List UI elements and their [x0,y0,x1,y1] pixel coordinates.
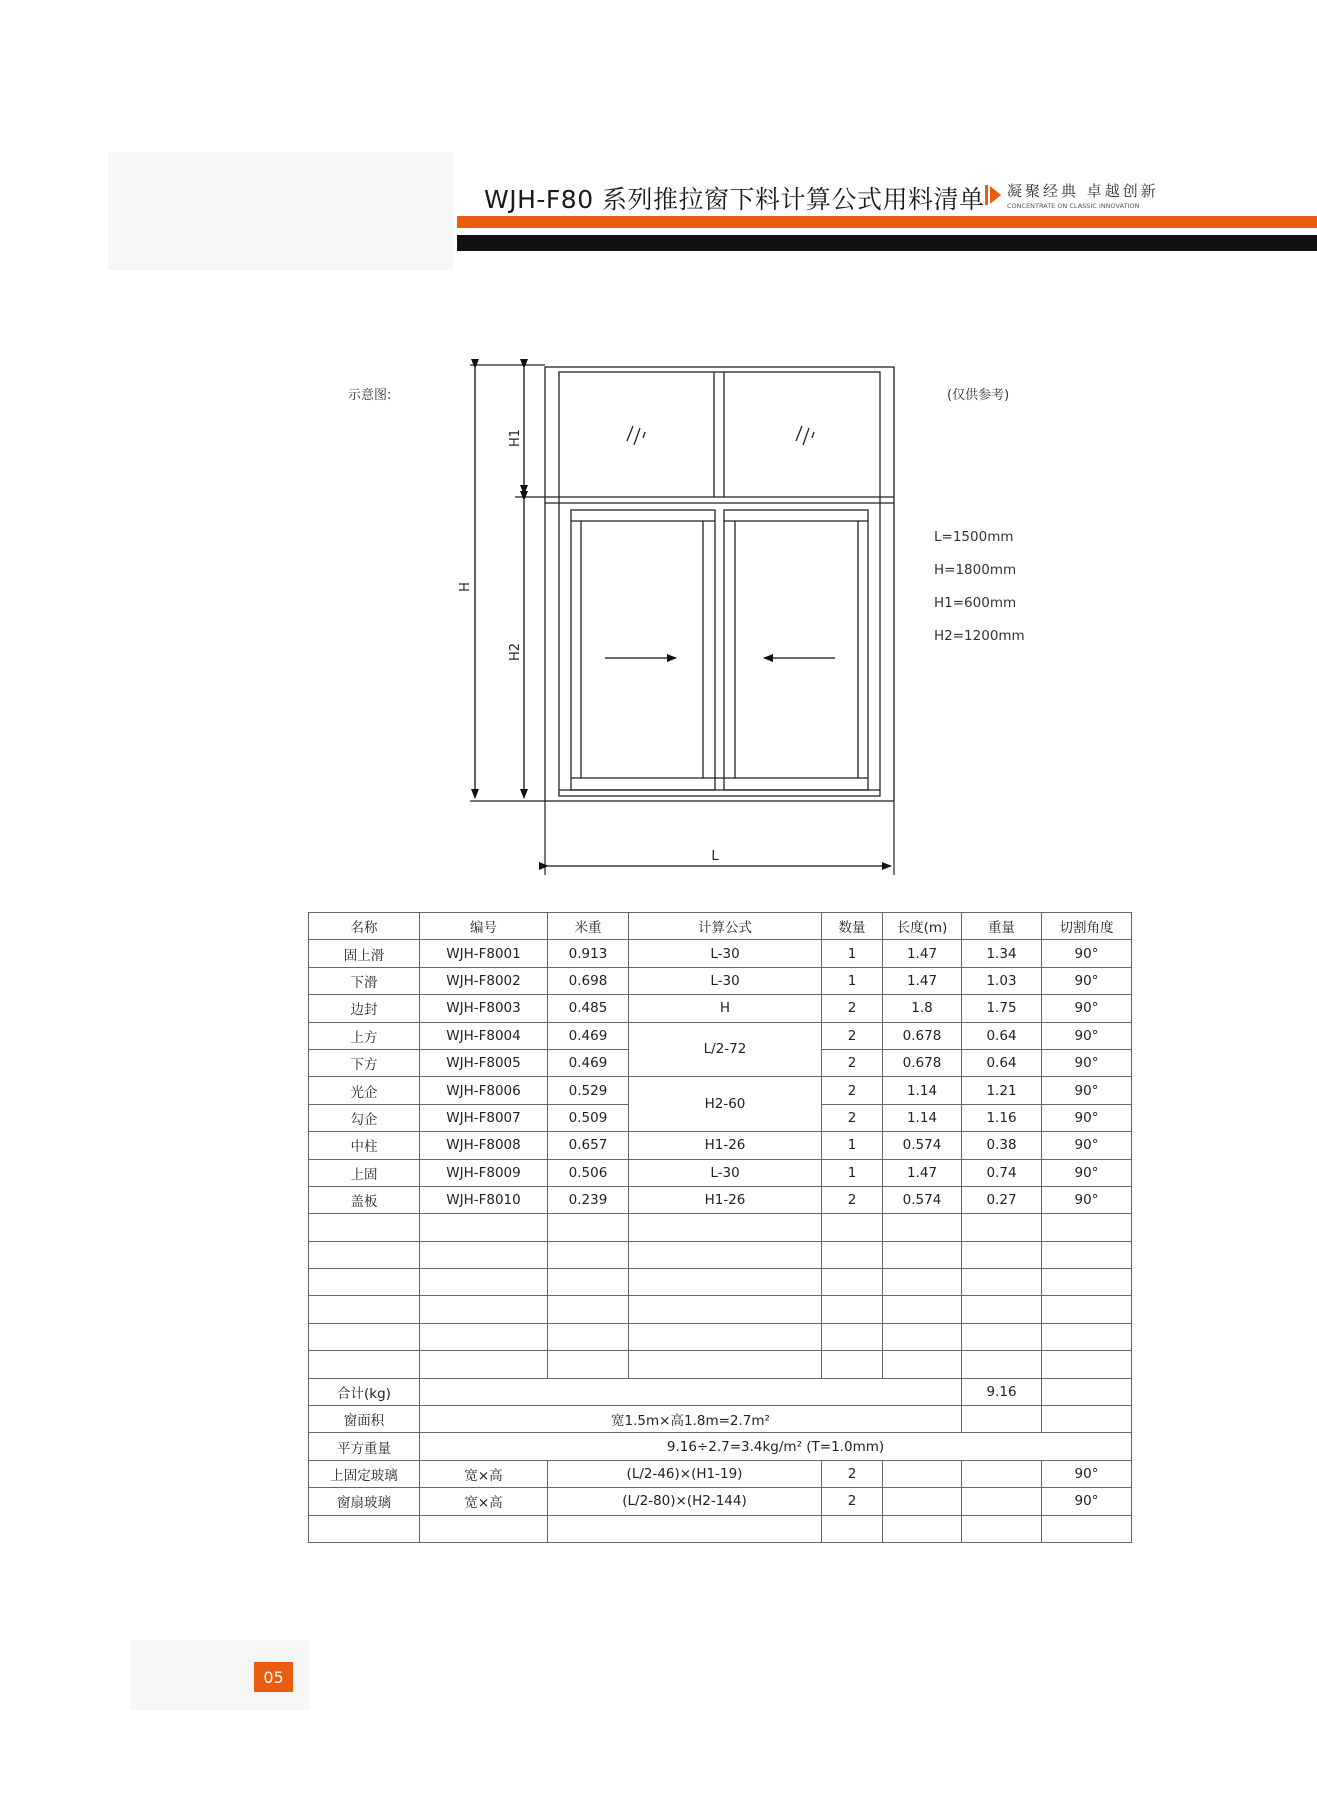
cell-unit-weight: 0.657 [548,1132,629,1159]
page-title: WJH-F80 系列推拉窗下料计算公式用料清单 [484,185,985,214]
table-row [309,1132,1132,1159]
total-value: 9.16 [962,1378,1042,1405]
cell-code: WJH-F8002 [420,967,548,994]
glass-dims: 宽×高 [420,1460,548,1487]
cell-qty: 1 [822,967,883,994]
table-row-empty [309,1296,1132,1323]
cell-length: 1.47 [883,1159,962,1186]
cell-formula: H1-26 [629,1132,822,1159]
table-row [309,940,1132,967]
total-row [309,1378,1132,1405]
right-sash [724,510,868,790]
cell-unit-weight: 0.506 [548,1159,629,1186]
cell-unit-weight: 0.469 [548,1022,629,1049]
cell-code: WJH-F8010 [420,1186,548,1213]
table-row [309,1159,1132,1186]
header-formula: 计算公式 [629,913,822,940]
table-row-empty [309,1515,1132,1542]
cell-code: WJH-F8005 [420,1049,548,1076]
glass-mark-left [627,426,645,445]
dim-label-H2: H2 [508,642,523,662]
brand-slogan-en: CONCENTRATE ON CLASSIC INNOVATION [1007,202,1140,210]
cell-name: 上方 [309,1022,420,1049]
cell-formula: L-30 [629,967,822,994]
cell-qty: 2 [822,995,883,1022]
header-length: 长度(m) [883,913,962,940]
cell-angle: 90° [1042,1132,1132,1159]
glass-angle: 90° [1042,1488,1132,1515]
cell-weight: 1.34 [962,940,1042,967]
material-table [308,912,1132,1543]
dim-label-H: H [458,582,473,592]
glass-qty: 2 [822,1460,883,1487]
table-row-empty [309,1269,1132,1296]
total-label: 合计(kg) [309,1378,420,1405]
page-number: 05 [254,1662,293,1692]
cell-qty: 2 [822,1049,883,1076]
cell-qty: 1 [822,1159,883,1186]
cell-formula: L-30 [629,1159,822,1186]
cell-unit-weight: 0.913 [548,940,629,967]
cell-qty: 2 [822,1104,883,1131]
header-angle: 切割角度 [1042,913,1132,940]
spec-height-bottom: H2=1200mm [934,628,1025,644]
header-code: 编号 [420,913,548,940]
cell-angle: 90° [1042,1077,1132,1104]
cell-weight: 0.38 [962,1132,1042,1159]
cell-formula: L/2-72 [629,1022,822,1077]
cell-weight: 0.64 [962,1049,1042,1076]
cell-unit-weight: 0.529 [548,1077,629,1104]
cell-angle: 90° [1042,995,1132,1022]
glass-angle: 90° [1042,1460,1132,1487]
table-row-empty [309,1351,1132,1378]
table-row [309,995,1132,1022]
cell-weight: 1.03 [962,967,1042,994]
cell-angle: 90° [1042,967,1132,994]
cell-code: WJH-F8003 [420,995,548,1022]
cell-weight: 1.16 [962,1104,1042,1131]
glass-row [309,1488,1132,1515]
cell-unit-weight: 0.698 [548,967,629,994]
cell-name: 下方 [309,1049,420,1076]
dim-label-H1: H1 [508,428,523,448]
header-name: 名称 [309,913,420,940]
table-row [309,1022,1132,1049]
table-row-empty [309,1214,1132,1241]
cell-weight: 0.64 [962,1022,1042,1049]
cell-angle: 90° [1042,1159,1132,1186]
cell-length: 1.14 [883,1104,962,1131]
glass-formula: (L/2-80)×(H2-144) [548,1488,822,1515]
cell-qty: 2 [822,1077,883,1104]
cell-name: 下滑 [309,967,420,994]
cell-unit-weight: 0.469 [548,1049,629,1076]
table-row [309,967,1132,994]
spec-height: H=1800mm [934,562,1017,578]
spec-height-top: H1=600mm [934,595,1017,611]
cell-name: 中柱 [309,1132,420,1159]
cell-weight: 0.27 [962,1186,1042,1213]
cell-length: 0.574 [883,1132,962,1159]
spec-length: L=1500mm [934,529,1014,545]
left-sash [571,510,715,790]
brand-slogan: 凝聚经典 卓越创新 [1007,182,1159,200]
window-area-value: 宽1.5m×高1.8m=2.7m² [420,1406,962,1433]
cell-length: 0.678 [883,1049,962,1076]
header-qty: 数量 [822,913,883,940]
cell-angle: 90° [1042,1049,1132,1076]
cell-code: WJH-F8008 [420,1132,548,1159]
glass-mark-right [796,426,814,445]
window-area-row [309,1406,1132,1433]
cell-code: WJH-F8001 [420,940,548,967]
cell-length: 0.574 [883,1186,962,1213]
cell-name: 勾企 [309,1104,420,1131]
sqm-weight-row [309,1433,1132,1460]
glass-qty: 2 [822,1488,883,1515]
cell-code: WJH-F8004 [420,1022,548,1049]
reference-note: (仅供参考) [947,388,1010,403]
cell-name: 光企 [309,1077,420,1104]
cell-angle: 90° [1042,1186,1132,1213]
glass-formula: (L/2-46)×(H1-19) [548,1460,822,1487]
cell-code: WJH-F8006 [420,1077,548,1104]
window-area-label: 窗面积 [309,1406,420,1433]
sqm-weight-value: 9.16÷2.7=3.4kg/m² (T=1.0mm) [420,1433,1132,1460]
cell-formula: H1-26 [629,1186,822,1213]
cell-angle: 90° [1042,1104,1132,1131]
cell-length: 1.8 [883,995,962,1022]
glass-name: 窗扇玻璃 [309,1488,420,1515]
cell-code: WJH-F8007 [420,1104,548,1131]
table-row-empty [309,1241,1132,1268]
glass-name: 上固定玻璃 [309,1460,420,1487]
cell-unit-weight: 0.509 [548,1104,629,1131]
cell-name: 边封 [309,995,420,1022]
cell-qty: 2 [822,1022,883,1049]
window-inner-frame [559,372,880,796]
cell-formula: H [629,995,822,1022]
cell-angle: 90° [1042,940,1132,967]
table-row [309,1077,1132,1104]
cell-qty: 2 [822,1186,883,1213]
table-header-row [309,913,1132,940]
dim-label-L: L [711,849,719,864]
cell-length: 1.47 [883,967,962,994]
window-outer-frame [545,367,894,801]
diagram-label: 示意图: [348,388,392,403]
cell-formula: L-30 [629,940,822,967]
cell-length: 1.14 [883,1077,962,1104]
cell-unit-weight: 0.239 [548,1186,629,1213]
cell-code: WJH-F8009 [420,1159,548,1186]
cell-name: 固上滑 [309,940,420,967]
cell-name: 盖板 [309,1186,420,1213]
header-unit-weight: 米重 [548,913,629,940]
cell-weight: 1.21 [962,1077,1042,1104]
glass-dims: 宽×高 [420,1488,548,1515]
cell-unit-weight: 0.485 [548,995,629,1022]
cell-weight: 0.74 [962,1159,1042,1186]
sqm-weight-label: 平方重量 [309,1433,420,1460]
cell-qty: 1 [822,940,883,967]
cell-qty: 1 [822,1132,883,1159]
cell-length: 0.678 [883,1022,962,1049]
cell-weight: 1.75 [962,995,1042,1022]
glass-row [309,1460,1132,1487]
cell-length: 1.47 [883,940,962,967]
cell-formula: H2-60 [629,1077,822,1132]
header-weight: 重量 [962,913,1042,940]
table-row [309,1186,1132,1213]
cell-angle: 90° [1042,1022,1132,1049]
cell-name: 上固 [309,1159,420,1186]
table-row-empty [309,1323,1132,1350]
